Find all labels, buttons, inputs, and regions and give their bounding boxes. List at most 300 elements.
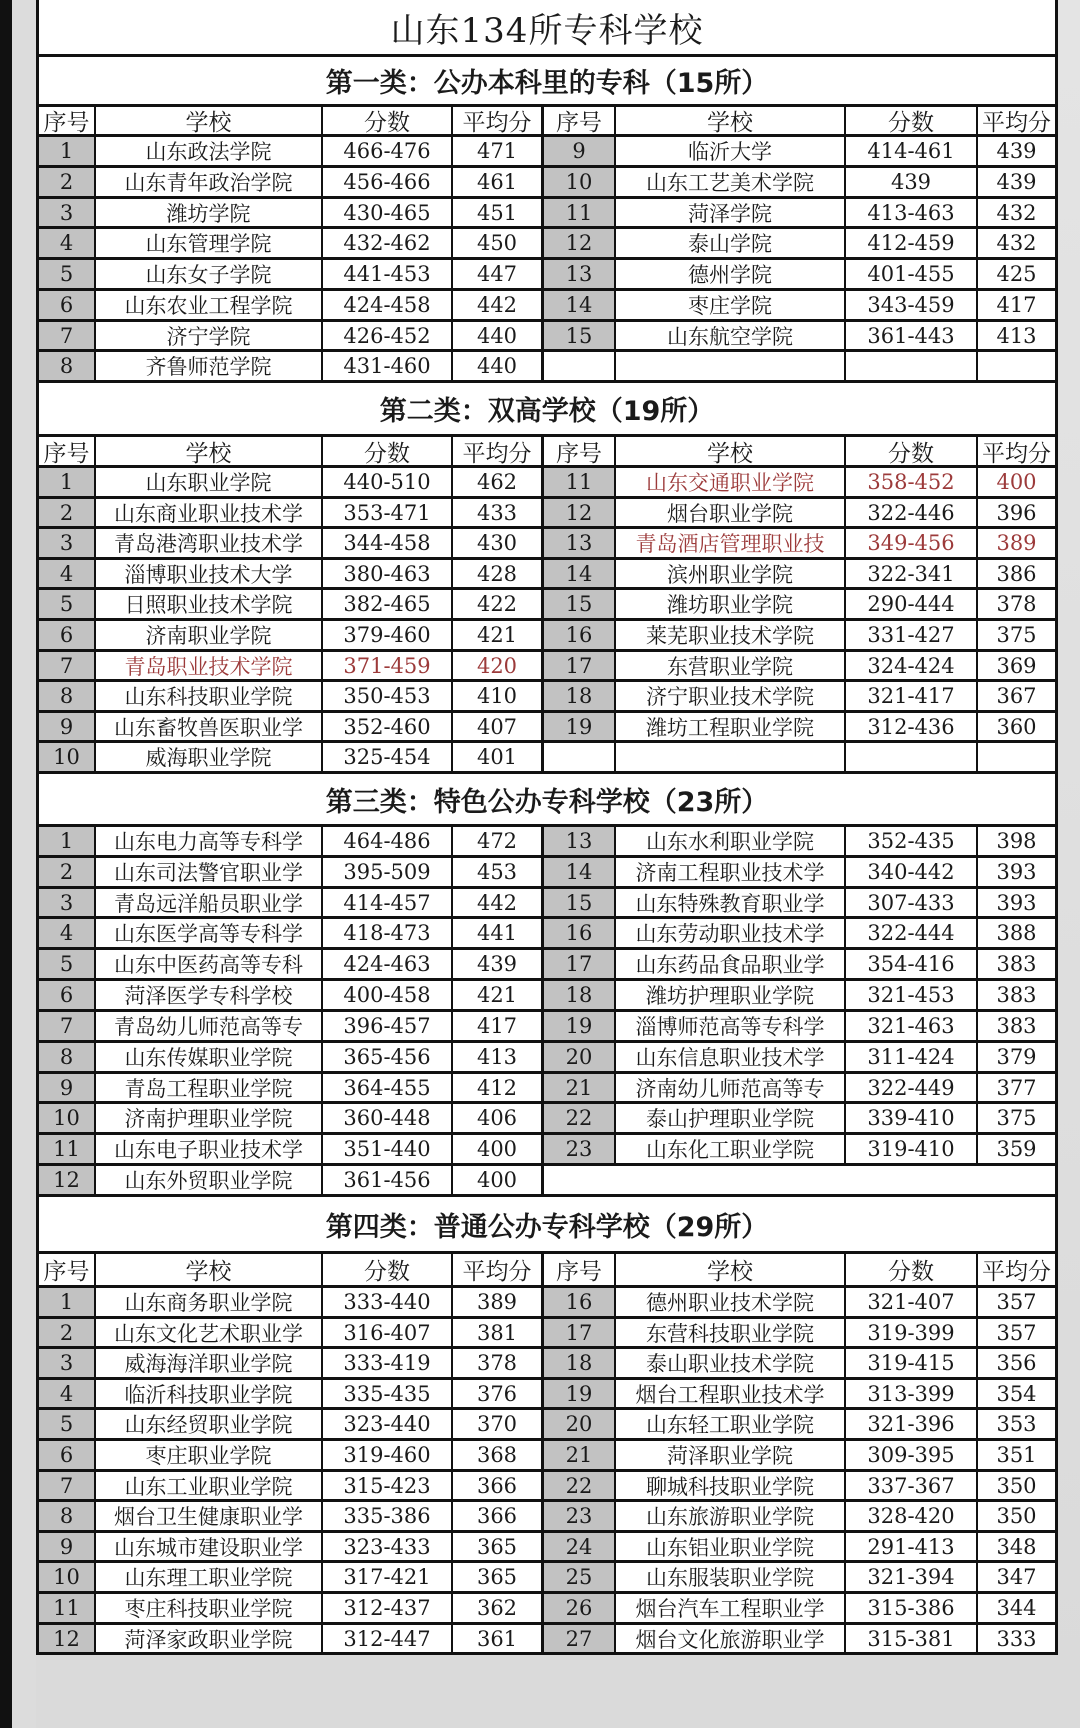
- right-index: 16: [544, 1288, 616, 1316]
- school-score-table: [36, 0, 1058, 1655]
- left-school: 青岛工程职业学院: [96, 1074, 323, 1101]
- table-row: [39, 621, 1055, 652]
- table-row: [39, 1625, 1055, 1655]
- left-school: 威海海洋职业学院: [96, 1349, 323, 1377]
- right-score-range: 354-416: [846, 950, 978, 978]
- right-average: 398: [996, 829, 1037, 853]
- right-average: 344: [996, 1596, 1037, 1620]
- right-score-range: 322-449: [846, 1074, 978, 1101]
- left-average: 420: [453, 652, 544, 679]
- right-score-range: 321-453: [846, 981, 978, 1009]
- right-score-range: 321-417: [846, 682, 978, 710]
- left-score-range: 353-471: [323, 499, 453, 526]
- left-average: 400: [453, 1166, 544, 1194]
- left-average: 440: [453, 322, 544, 349]
- right-school: 山东劳动职业技术学: [616, 919, 846, 947]
- header-right-average: 平均分: [982, 110, 1051, 134]
- table-row: [39, 1043, 1055, 1074]
- right-school: 淄博师范高等专科学: [616, 1012, 846, 1040]
- left-school: 山东电力高等专科学: [96, 827, 323, 855]
- right-average: 354: [996, 1381, 1037, 1406]
- left-index: 11: [39, 1594, 96, 1622]
- right-index: [544, 352, 616, 380]
- left-score-range: 333-440: [323, 1288, 453, 1316]
- right-index: 26: [544, 1594, 616, 1622]
- right-school: 济南工程职业技术学: [616, 858, 846, 886]
- left-average: 421: [453, 981, 544, 1009]
- left-school: 青岛远洋船员职业学: [96, 889, 323, 916]
- left-school: 济宁学院: [96, 322, 323, 349]
- right-score-range: 290-444: [846, 590, 978, 618]
- empty-merged-cell: [544, 1166, 1055, 1194]
- left-average: 442: [453, 889, 544, 916]
- table-row: [39, 229, 1055, 260]
- right-score-range: 328-420: [846, 1502, 978, 1530]
- left-score-range: 317-421: [323, 1563, 453, 1591]
- left-average: 417: [453, 1012, 544, 1040]
- header-left-index: 序号: [39, 107, 96, 134]
- left-index: 8: [39, 1502, 96, 1530]
- right-index: 25: [544, 1563, 616, 1591]
- right-school: 山东航空学院: [616, 322, 846, 349]
- left-school: 菏泽医学专科学校: [96, 981, 323, 1009]
- left-school: 烟台卫生健康职业学: [96, 1502, 323, 1530]
- right-school: 山东水利职业学院: [616, 827, 846, 855]
- right-school: 东营职业学院: [616, 652, 846, 679]
- table-row: [39, 1349, 1055, 1380]
- right-index: 22: [544, 1104, 616, 1132]
- right-average: 388: [996, 921, 1037, 945]
- left-school: 济南职业学院: [96, 621, 323, 649]
- right-score-range: 412-459: [846, 229, 978, 257]
- left-school: 山东工业职业学院: [96, 1472, 323, 1499]
- right-score-range: 324-424: [846, 652, 978, 679]
- left-score-range: 351-440: [323, 1135, 453, 1163]
- left-index: 1: [39, 1288, 96, 1316]
- left-average: 410: [453, 682, 544, 710]
- left-school: 日照职业技术学院: [96, 590, 323, 618]
- right-index: 12: [544, 229, 616, 257]
- left-average: 461: [453, 168, 544, 196]
- table-row: [39, 889, 1055, 919]
- table-row: [39, 1319, 1055, 1349]
- left-index: 9: [39, 1074, 96, 1101]
- left-score-range: 379-460: [323, 621, 453, 649]
- right-score-range: 349-456: [846, 529, 978, 557]
- left-index: 9: [39, 1533, 96, 1560]
- left-index: 2: [39, 168, 96, 196]
- right-index: 11: [544, 199, 616, 226]
- right-score-range: 322-446: [846, 499, 978, 526]
- right-index: 9: [544, 137, 616, 165]
- right-index: 19: [544, 1380, 616, 1407]
- header-left-index: 序号: [39, 1254, 96, 1285]
- left-score-range: 424-458: [323, 291, 453, 319]
- left-school: 山东城市建设职业学: [96, 1533, 323, 1560]
- right-score-range: 339-410: [846, 1104, 978, 1132]
- left-score-range: 352-460: [323, 713, 453, 740]
- left-average: 365: [453, 1563, 544, 1591]
- right-average: 439: [996, 139, 1037, 163]
- right-index: 23: [544, 1502, 616, 1530]
- right-index: 14: [544, 858, 616, 886]
- right-average: 417: [996, 293, 1037, 317]
- table-row: [39, 352, 1055, 383]
- left-school: 枣庄科技职业学院: [96, 1594, 323, 1622]
- left-school: 齐鲁师范学院: [96, 352, 323, 380]
- header-right-index: 序号: [544, 437, 616, 465]
- left-score-range: 431-460: [323, 352, 453, 380]
- left-average: 471: [453, 137, 544, 165]
- right-score-range: 401-455: [846, 260, 978, 288]
- left-black-border: [0, 0, 12, 1728]
- left-school: 山东管理学院: [96, 229, 323, 257]
- left-index: 6: [39, 981, 96, 1009]
- right-index: 24: [544, 1533, 616, 1560]
- section-title-1: 第一类：公办本科里的专科（15所）: [39, 57, 1055, 107]
- left-index: 4: [39, 229, 96, 257]
- right-score-range: 321-407: [846, 1288, 978, 1316]
- left-school: 青岛职业技术学院: [96, 652, 323, 679]
- left-index: 3: [39, 889, 96, 916]
- table-row: [39, 499, 1055, 529]
- header-left-average: 平均分: [453, 1254, 544, 1285]
- left-average: 376: [453, 1380, 544, 1407]
- right-index: 19: [544, 713, 616, 740]
- left-score-range: 325-454: [323, 743, 453, 771]
- table-row: [39, 919, 1055, 950]
- left-index: 10: [39, 1104, 96, 1132]
- left-score-range: 441-453: [323, 260, 453, 288]
- left-average: 428: [453, 560, 544, 587]
- left-average: 401: [453, 743, 544, 771]
- left-school: 济南护理职业学院: [96, 1104, 323, 1132]
- left-school: 青岛幼儿师范高等专: [96, 1012, 323, 1040]
- right-school: 东营科技职业学院: [616, 1319, 846, 1346]
- left-index: 5: [39, 260, 96, 288]
- right-average: [978, 743, 1055, 771]
- left-average: 453: [453, 858, 544, 886]
- right-score-range: 321-463: [846, 1012, 978, 1040]
- left-index: 7: [39, 322, 96, 349]
- right-index: 15: [544, 889, 616, 916]
- right-school: 枣庄学院: [616, 291, 846, 319]
- right-index: 14: [544, 560, 616, 587]
- right-average: 400: [996, 470, 1037, 494]
- left-score-range: 464-486: [323, 827, 453, 855]
- column-header-row: [39, 1254, 1055, 1288]
- header-left-average: 平均分: [453, 107, 544, 134]
- right-average: 333: [996, 1626, 1037, 1651]
- right-average: 347: [996, 1565, 1037, 1589]
- left-index: 4: [39, 560, 96, 587]
- left-average: 406: [453, 1104, 544, 1132]
- table-row: [39, 1135, 1055, 1166]
- right-school: 烟台职业学院: [616, 499, 846, 526]
- left-score-range: 424-463: [323, 950, 453, 978]
- left-index: 12: [39, 1166, 96, 1194]
- left-score-range: 466-476: [323, 137, 453, 165]
- right-index: 19: [544, 1012, 616, 1040]
- left-score-range: 316-407: [323, 1319, 453, 1346]
- table-row: [39, 1563, 1055, 1594]
- header-left-average: 平均分: [453, 437, 544, 465]
- left-average: 442: [453, 291, 544, 319]
- left-average: 439: [453, 950, 544, 978]
- table-row: [39, 652, 1055, 682]
- left-average: 365: [453, 1533, 544, 1560]
- left-score-range: 360-448: [323, 1104, 453, 1132]
- right-average: 375: [996, 623, 1037, 647]
- right-score-range: 361-443: [846, 322, 978, 349]
- header-right-score-range: 分数: [846, 437, 978, 465]
- right-average: 377: [996, 1075, 1037, 1100]
- left-school: 潍坊学院: [96, 199, 323, 226]
- right-index: 18: [544, 1349, 616, 1377]
- table-row: [39, 1533, 1055, 1563]
- left-school: 山东中医药高等专科: [96, 950, 323, 978]
- right-score-range: 343-459: [846, 291, 978, 319]
- left-average: 407: [453, 713, 544, 740]
- left-score-range: 335-435: [323, 1380, 453, 1407]
- right-average: 369: [996, 653, 1037, 678]
- left-school: 山东女子学院: [96, 260, 323, 288]
- left-score-range: 364-455: [323, 1074, 453, 1101]
- left-school: 山东商务职业学院: [96, 1288, 323, 1316]
- left-index: 9: [39, 713, 96, 740]
- left-school: 临沂科技职业学院: [96, 1380, 323, 1407]
- left-score-range: 382-465: [323, 590, 453, 618]
- header-left-index: 序号: [39, 437, 96, 465]
- right-average: 379: [996, 1045, 1037, 1069]
- header-right-average: 平均分: [982, 440, 1051, 465]
- section-title-3: 第三类：特色公办专科学校（23所）: [39, 774, 1055, 827]
- right-score-range: [846, 352, 978, 380]
- right-index: 22: [544, 1472, 616, 1499]
- right-average: 432: [996, 200, 1037, 225]
- table-row: [39, 713, 1055, 743]
- left-index: 3: [39, 1349, 96, 1377]
- right-average: 383: [996, 983, 1037, 1007]
- right-index: 16: [544, 919, 616, 947]
- right-index: 13: [544, 529, 616, 557]
- left-average: 421: [453, 621, 544, 649]
- left-school: 山东畜牧兽医职业学: [96, 713, 323, 740]
- table-row: [39, 199, 1055, 229]
- left-average: 450: [453, 229, 544, 257]
- right-school: 泰山护理职业学院: [616, 1104, 846, 1132]
- header-right-score-range: 分数: [846, 1254, 978, 1285]
- right-index: 20: [544, 1043, 616, 1071]
- right-school: 济南幼儿师范高等专: [616, 1074, 846, 1101]
- left-average: 412: [453, 1074, 544, 1101]
- left-school: 山东传媒职业学院: [96, 1043, 323, 1071]
- left-score-range: 333-419: [323, 1349, 453, 1377]
- right-school: 泰山职业技术学院: [616, 1349, 846, 1377]
- left-score-range: 344-458: [323, 529, 453, 557]
- left-index: 5: [39, 1410, 96, 1438]
- header-left-score-range: 分数: [323, 107, 453, 134]
- left-average: 362: [453, 1594, 544, 1622]
- right-average: 378: [996, 592, 1037, 616]
- column-header-row: [39, 107, 1055, 137]
- left-school: 山东农业工程学院: [96, 291, 323, 319]
- left-index: 1: [39, 468, 96, 496]
- left-score-range: 400-458: [323, 981, 453, 1009]
- right-school: 山东交通职业学院: [616, 468, 846, 496]
- right-index: 20: [544, 1410, 616, 1438]
- table-row: [39, 137, 1055, 168]
- page-title: 山东134所专科学校: [39, 0, 1055, 57]
- right-score-range: 312-436: [846, 713, 978, 740]
- right-score-range: 331-427: [846, 621, 978, 649]
- header-left-score-range: 分数: [323, 1254, 453, 1285]
- right-score-range: 358-452: [846, 468, 978, 496]
- right-score-range: 414-461: [846, 137, 978, 165]
- left-average: 389: [453, 1288, 544, 1316]
- right-school: 山东信息职业技术学: [616, 1043, 846, 1071]
- left-index: 2: [39, 858, 96, 886]
- right-school: 山东服装职业学院: [616, 1563, 846, 1591]
- table-row: [39, 1012, 1055, 1043]
- left-score-range: 418-473: [323, 919, 453, 947]
- left-average: 422: [453, 590, 544, 618]
- section-title-4: 第四类：普通公办专科学校（29所）: [39, 1197, 1055, 1254]
- right-average: 386: [996, 561, 1037, 586]
- right-average: 348: [996, 1534, 1037, 1559]
- left-score-range: 323-433: [323, 1533, 453, 1560]
- left-school: 菏泽家政职业学院: [96, 1625, 323, 1652]
- left-average: 361: [453, 1625, 544, 1652]
- header-right-index: 序号: [544, 107, 616, 134]
- right-average: 359: [996, 1137, 1037, 1161]
- right-school: 山东特殊教育职业学: [616, 889, 846, 916]
- left-school: 青岛港湾职业技术学: [96, 529, 323, 557]
- right-index: 13: [544, 827, 616, 855]
- right-school: 山东化工职业学院: [616, 1135, 846, 1163]
- left-school: 山东文化艺术职业学: [96, 1319, 323, 1346]
- right-school: 菏泽职业学院: [616, 1441, 846, 1469]
- left-index: 2: [39, 499, 96, 526]
- left-average: 413: [453, 1043, 544, 1071]
- table-row: [39, 560, 1055, 590]
- right-score-range: [846, 743, 978, 771]
- table-row: [39, 981, 1055, 1012]
- right-index: 27: [544, 1625, 616, 1652]
- left-average: 366: [453, 1472, 544, 1499]
- left-average: 366: [453, 1502, 544, 1530]
- right-score-range: 337-367: [846, 1472, 978, 1499]
- left-gray-margin: [12, 0, 36, 1728]
- left-score-range: 396-457: [323, 1012, 453, 1040]
- right-school: 山东工艺美术学院: [616, 168, 846, 196]
- table-row: [39, 1472, 1055, 1502]
- right-index: 12: [544, 499, 616, 526]
- left-score-range: 315-423: [323, 1472, 453, 1499]
- right-index: 15: [544, 590, 616, 618]
- left-school: 山东司法警官职业学: [96, 858, 323, 886]
- left-score-range: 350-453: [323, 682, 453, 710]
- left-average: 430: [453, 529, 544, 557]
- right-score-range: 321-396: [846, 1410, 978, 1438]
- right-score-range: 340-442: [846, 858, 978, 886]
- table-row: [39, 590, 1055, 621]
- right-average: 351: [996, 1443, 1037, 1467]
- table-row: [39, 682, 1055, 713]
- right-score-range: 315-381: [846, 1625, 978, 1652]
- left-score-range: 335-386: [323, 1502, 453, 1530]
- left-index: 5: [39, 950, 96, 978]
- left-score-range: 361-456: [323, 1166, 453, 1194]
- right-score-range: 322-444: [846, 919, 978, 947]
- left-average: 433: [453, 499, 544, 526]
- left-index: 8: [39, 682, 96, 710]
- right-index: 18: [544, 981, 616, 1009]
- right-average: 360: [996, 714, 1037, 739]
- header-right-score-range: 分数: [846, 107, 978, 134]
- header-left-school: 学校: [96, 1254, 323, 1285]
- left-average: 440: [453, 352, 544, 380]
- right-average: [978, 352, 1055, 380]
- right-index: [544, 743, 616, 771]
- left-score-range: 323-440: [323, 1410, 453, 1438]
- table-row: [39, 1410, 1055, 1441]
- left-school: 山东医学高等专科学: [96, 919, 323, 947]
- left-index: 4: [39, 1380, 96, 1407]
- right-average: 375: [996, 1106, 1037, 1130]
- right-school: [616, 352, 846, 380]
- right-index: 21: [544, 1074, 616, 1101]
- table-row: [39, 322, 1055, 352]
- header-right-index: 序号: [544, 1254, 616, 1285]
- left-index: 11: [39, 1135, 96, 1163]
- left-score-range: 380-463: [323, 560, 453, 587]
- right-score-range: 307-433: [846, 889, 978, 916]
- table-row: [39, 1502, 1055, 1533]
- right-index: 15: [544, 322, 616, 349]
- left-index: 10: [39, 743, 96, 771]
- left-school: 枣庄职业学院: [96, 1441, 323, 1469]
- left-score-range: 432-462: [323, 229, 453, 257]
- table-row: [39, 291, 1055, 322]
- header-right-school: 学校: [616, 1254, 846, 1285]
- left-index: 6: [39, 1441, 96, 1469]
- right-average: 413: [996, 323, 1037, 348]
- right-school: 山东铝业职业学院: [616, 1533, 846, 1560]
- header-right-school: 学校: [616, 437, 846, 465]
- right-index: 23: [544, 1135, 616, 1163]
- right-school: 烟台工程职业技术学: [616, 1380, 846, 1407]
- left-index: 3: [39, 199, 96, 226]
- right-school: 济宁职业技术学院: [616, 682, 846, 710]
- left-score-range: 371-459: [323, 652, 453, 679]
- right-score-range: 319-399: [846, 1319, 978, 1346]
- right-score-range: 315-386: [846, 1594, 978, 1622]
- header-left-school: 学校: [96, 437, 323, 465]
- right-school: 滨州职业学院: [616, 560, 846, 587]
- left-score-range: 440-510: [323, 468, 453, 496]
- table-row: [39, 1074, 1055, 1104]
- table-row: [39, 950, 1055, 981]
- header-left-school: 学校: [96, 107, 323, 134]
- left-index: 1: [39, 827, 96, 855]
- left-average: 368: [453, 1441, 544, 1469]
- left-average: 447: [453, 260, 544, 288]
- right-average: 367: [996, 684, 1037, 708]
- right-average: 357: [996, 1320, 1037, 1345]
- right-average: 383: [996, 952, 1037, 976]
- right-school: 聊城科技职业学院: [616, 1472, 846, 1499]
